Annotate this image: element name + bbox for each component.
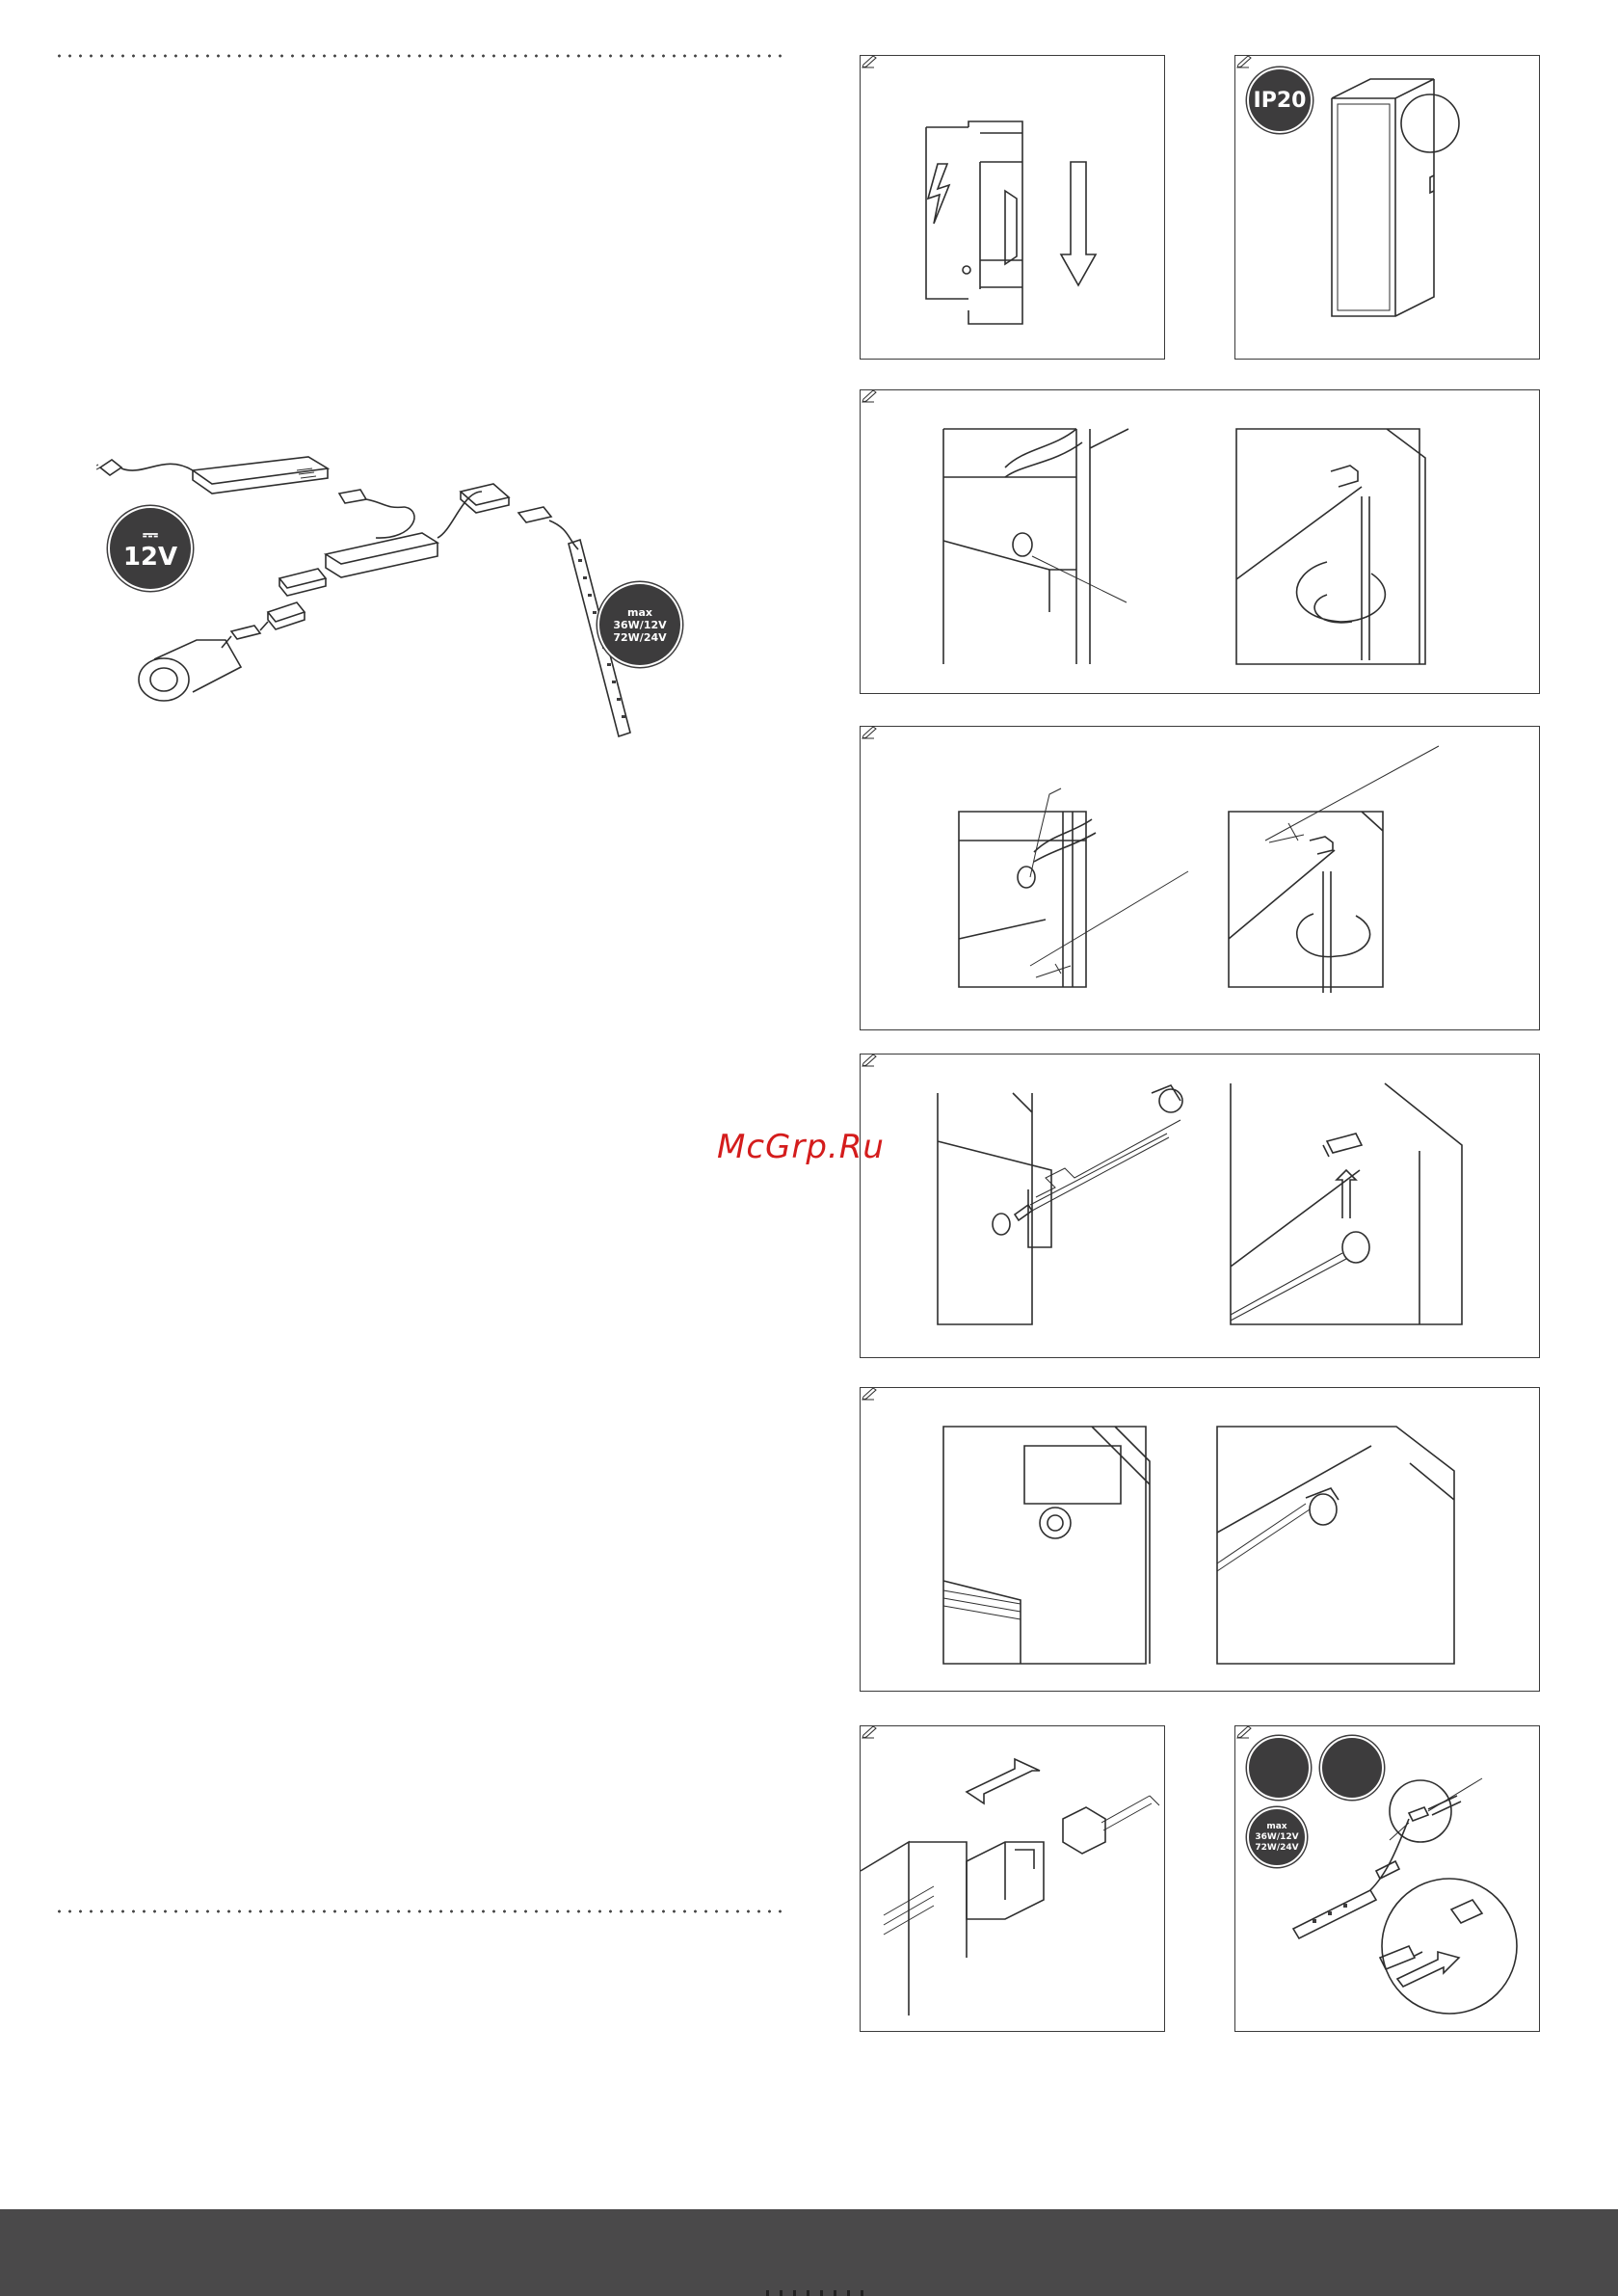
max-12v-label: 36W/12V [613,618,667,631]
pencil-icon [861,390,880,404]
voltage-label: 12V [122,543,178,572]
panel-ip20 [1234,55,1540,360]
max-24v-label: 72W/24V [1255,1842,1299,1853]
lightning-icon [928,164,949,224]
pencil-icon [861,1055,880,1068]
pencil-icon [861,1726,880,1740]
footer-bar [0,2209,1618,2296]
max-label: max [627,605,652,619]
max-label: max [1266,1821,1287,1831]
pencil-icon [861,1388,880,1402]
bottom-dotted-separator [54,1909,786,1913]
watermark: McGrp.Ru [717,1128,885,1166]
panel-installed-spot [860,1387,1540,1692]
pencil-icon [861,56,880,69]
arrow-right-icon [1397,1952,1459,1987]
panel-drill-dimension [860,726,1540,1030]
panel-power-off [860,55,1165,360]
max-power-badge [597,582,682,667]
pencil-icon [861,727,880,740]
max-24v-label: 72W/24V [613,630,667,644]
arrow-left-icon [967,1759,1040,1803]
panel-strip-connection [1234,1725,1540,2032]
panel-cable-insert [860,1054,1540,1358]
max-12v-label: 36W/12V [1255,1831,1299,1842]
ip-rating-badge [1247,67,1313,133]
pencil-icon [1235,1726,1255,1740]
dc-symbol-icon: ⎓ [143,522,158,546]
panel-drill-hole [860,389,1540,694]
arrow-down-icon [1061,162,1096,285]
wiring-overview-illustration [96,434,694,742]
rotate-arrow-icon [1297,562,1386,623]
pencil-icon [1235,56,1255,69]
footer-marks [766,2290,872,2296]
ip-rating-label: IP20 [1253,88,1307,113]
top-dotted-separator [54,54,786,58]
panel-connector-removal [860,1725,1165,2032]
voltage-badge [108,506,193,591]
